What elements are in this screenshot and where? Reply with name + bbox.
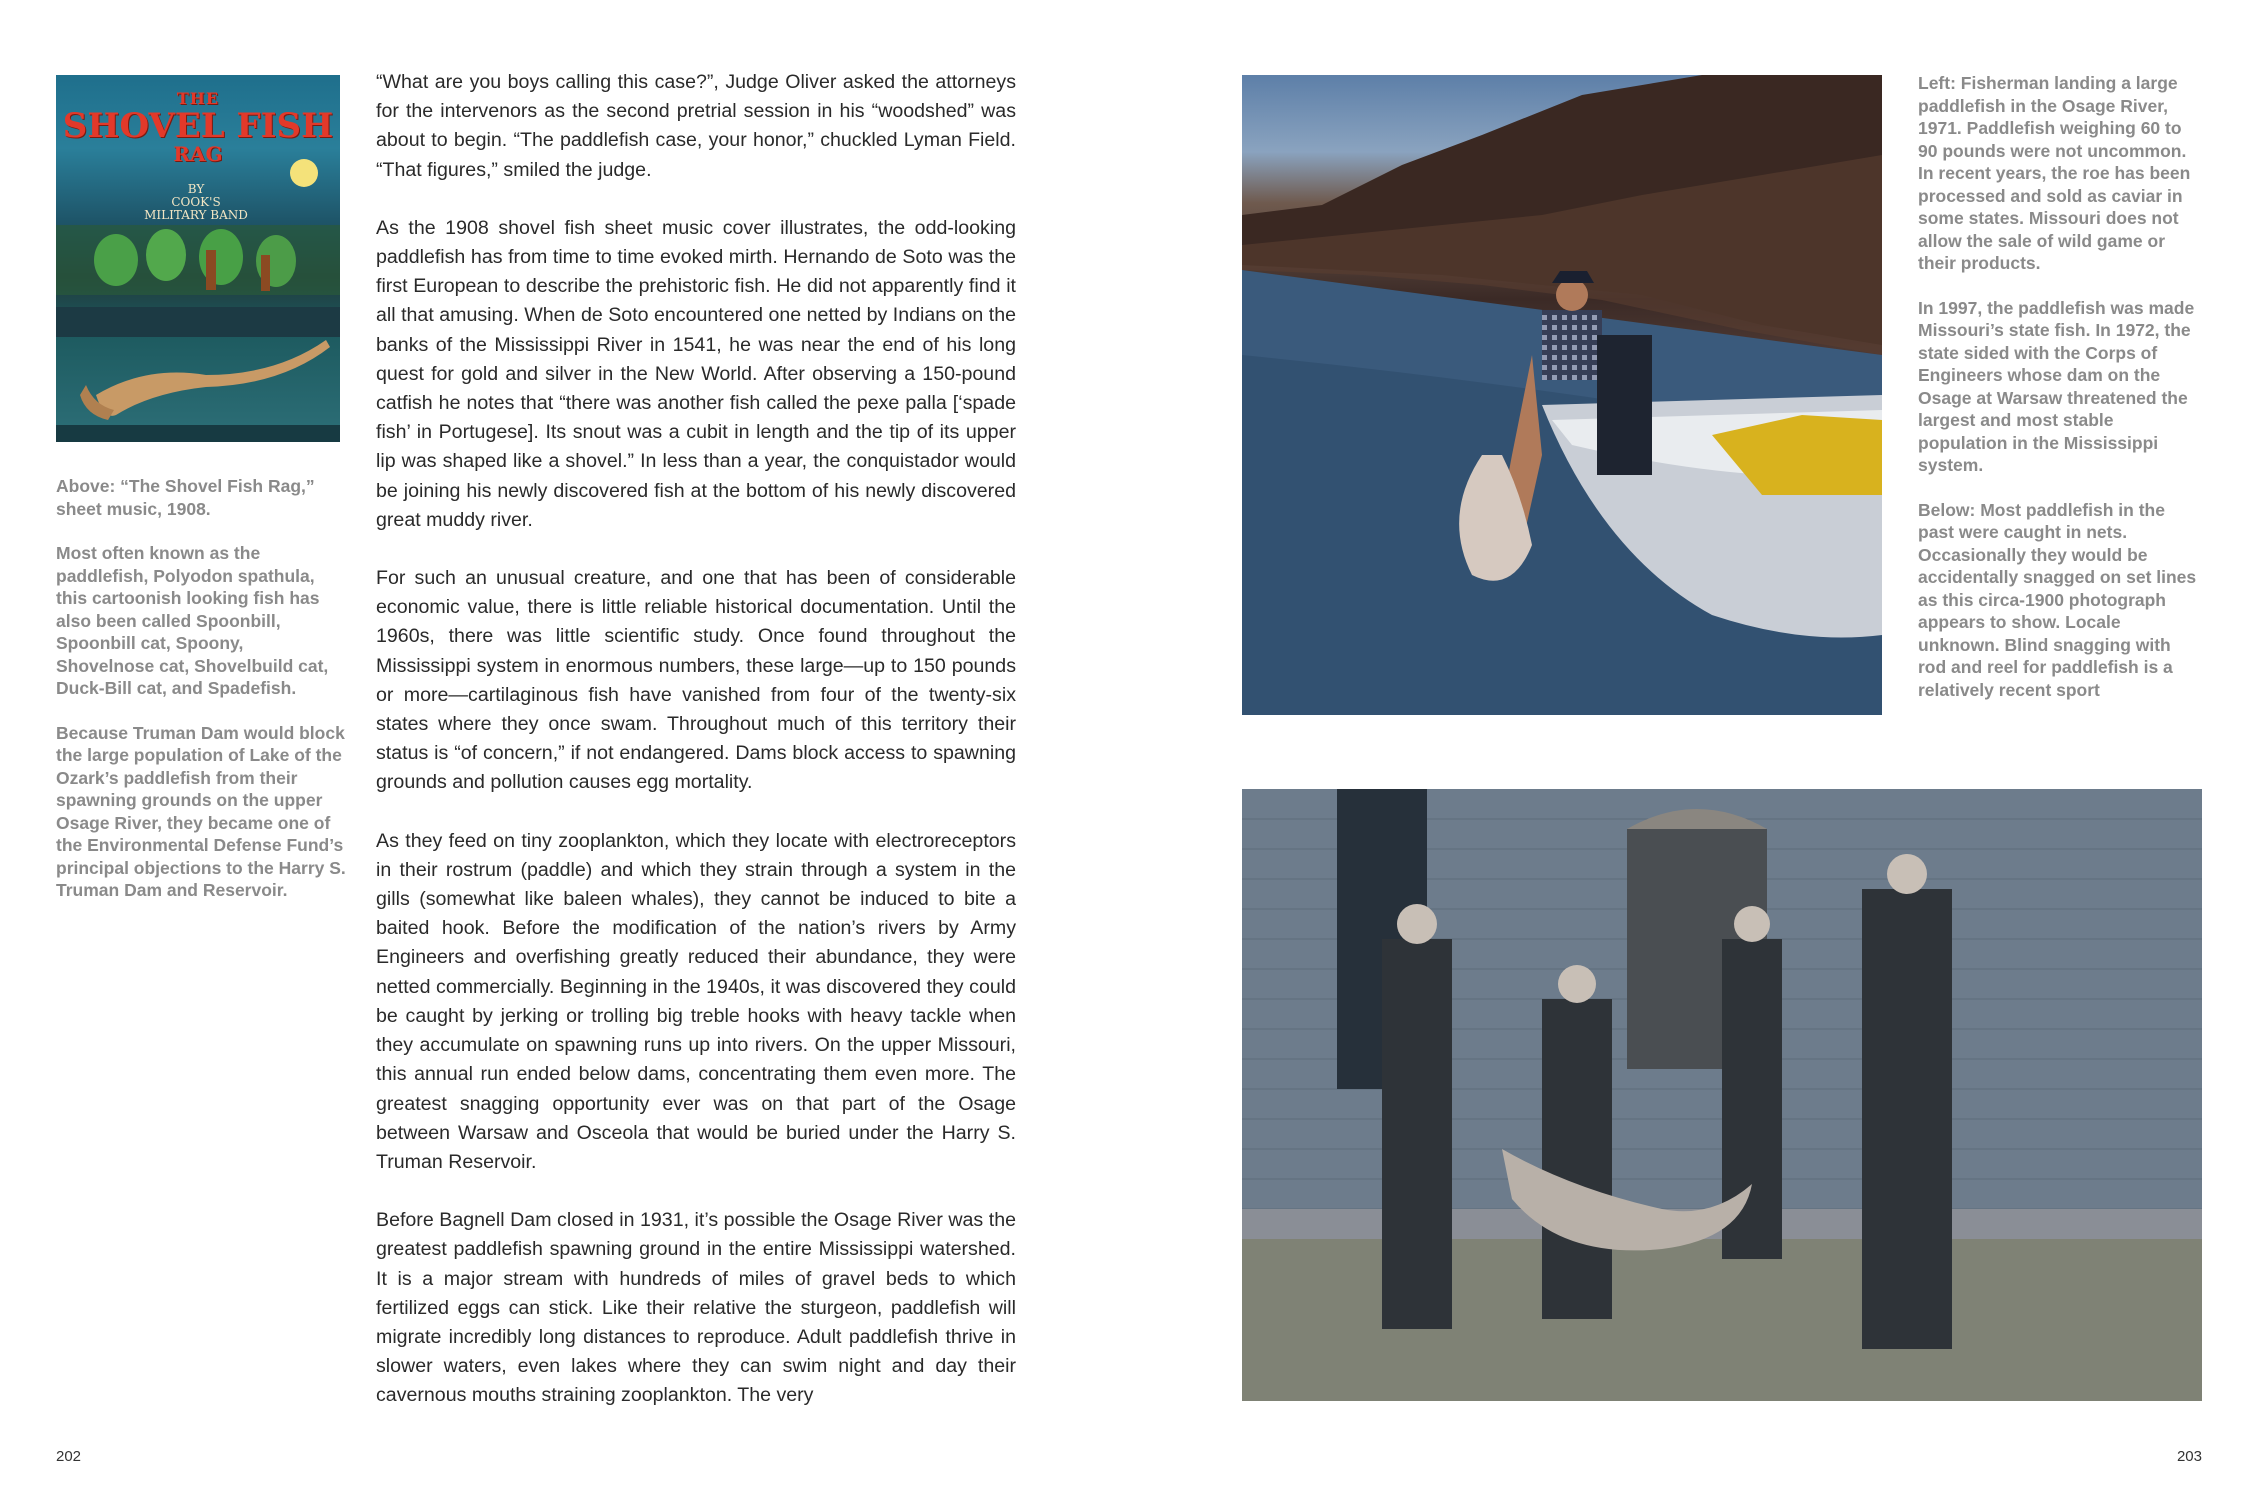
caption-fisherman: Left: Fisherman landing a large paddlefish in the Osage River, 1971. Paddlefish weighing 60 to 90 pounds were not uncommon. In recent years, the roe has been processed and sold as caviar in some states. Missouri does not allow the sale of wild game or their products. (1918, 73, 2191, 273)
body-paragraph: Before Bagnell Dam closed in 1931, it’s possible the Osage River was the greatest paddlefish spawning ground in the entire Mississippi watershed. It is a major stream with hundreds of miles of gravel beds to which fertilized eggs can stick. Like their relative the sturgeon, paddlefish will migrate incredibly long distances to reproduce. Adult paddlefish thrive in slower waters, even lakes where they can swim night and day their cavernous mouths straining zooplankton. The very (376, 1209, 1016, 1407)
body-paragraph: For such an unusual creature, and one that has been of considerable economic value, there is little reliable historical documentation. Until the 1960s, there was little scientific study. Once found throughout the Mississippi system in enormous numbers, these large—up to 150 pounds or more—cartilaginous fish have vanished from four of the twenty-six states where they once swam. Throughout much of this territory their status is “of concern,” if not endangered. Dams block access to spawning grounds and pollution causes egg mortality. (376, 567, 1016, 794)
right-captions (1918, 72, 2203, 723)
sheet-music-band-type: MILITARY BAND (144, 208, 248, 222)
body-paragraph: “What are you boys calling this case?”, Judge Oliver asked the attorneys for the intervenors as the second pretrial session in his “woodshed” was about to begin. “The paddlefish case, your honor,” chuckled Lyman Field. “That figures,” smiled the judge. (376, 71, 1016, 181)
body-paragraph: As the 1908 shovel fish sheet music cover illustrates, the odd-looking paddlefish has from time to time evoked mirth. Hernando de Soto was the first European to describe the prehistoric fish. He did not apparently find it all that amusing. When de Soto encountered one netted by Indians on the banks of the Mississippi River in 1541, he was near the end of his long quest for gold and silver in the New World. After observing a 150-pound catfish he notes that “there was another fish called the pexe palla [‘spade fish’ in Portugese]. Its snout was a cubit in length and the tip of its upper lip was shaped like a shovel.” In less than a year, the conquistador would be joining his newly discovered fish at the bottom of his newly discovered great muddy river. (376, 216, 1016, 531)
fisherman-photo (1242, 75, 1882, 715)
sheet-music-band-by: BY (187, 182, 205, 196)
page-number-left: 202 (56, 1448, 82, 1465)
fisherman-photo-illustration (1242, 75, 1882, 715)
caption-sheet-music: Above: “The Shovel Fish Rag,” sheet music, 1908. (56, 476, 315, 519)
caption-paddlefish-names: Most often known as the paddlefish, Polyodon spathula, this cartoonish looking fish has also been called Spoonbill, Spoonbill cat, Spoony, Shovelnose cat, Shovelbuild cat, Duck-Bill cat, and Spadefish. (56, 543, 329, 698)
historic-group-photo (1242, 789, 2202, 1401)
left-captions (56, 475, 346, 924)
sheet-music-cover-image (56, 75, 340, 442)
page-number-right: 203 (2176, 1448, 2202, 1465)
sheet-music-title-rag: RAG (173, 142, 223, 166)
body-paragraph: As they feed on tiny zooplankton, which they locate with electroreceptors in their rostrum (paddle) and which they strain through a system in the gills (somewhat like baleen whales), they cannot be induced to bite a baited hook. Before the modification of the nation’s rivers by Army Engineers and overfishing greatly reduced their abundance, they were netted commercially. Beginning in the 1940s, it was discovered they could be caught by jerking or trolling big treble hooks with heavy tackle when they accumulate on spawning runs up into rivers. On the upper Missouri, this annual run ended below dams, concentrating them even more. The greatest snagging opportunity ever was on that part of the Osage between Warsaw and Osceola that would be buried under the Harry S. Truman Reservoir. (376, 829, 1016, 1173)
body-text-column (376, 68, 1016, 1440)
caption-truman-dam: Because Truman Dam would block the large population of Lake of the Ozark’s paddlefish from their spawning grounds on the upper Osage River, they became one of the Environmental Defense Fund’s principal objections to the Harry S. Truman Dam and Reservoir. (56, 722, 346, 900)
caption-group-photo: Below: Most paddlefish in the past were caught in nets. Occasionally they would be accidentally snagged on set lines as this circa-1900 photograph appears to show. Locale unknown. Blind snagging with rod and reel for paddlefish is a relatively recent sport (1918, 499, 2197, 700)
sheet-music-band-name: COOK'S (171, 195, 221, 209)
sheet-music-title-name: SHOVEL FISH (62, 106, 334, 146)
historic-group-photo-illustration (1242, 789, 2202, 1401)
sheet-music-band (126, 183, 266, 222)
sheet-music-title-the: THE (176, 89, 220, 108)
caption-state-fish: In 1997, the paddlefish was made Missouri’s state fish. In 1972, the state sided with the Corps of Engineers whose dam on the Osage at Warsaw threatened the largest and most stable population in the Mississippi system. (1918, 297, 2195, 475)
sheet-music-title (56, 89, 340, 164)
